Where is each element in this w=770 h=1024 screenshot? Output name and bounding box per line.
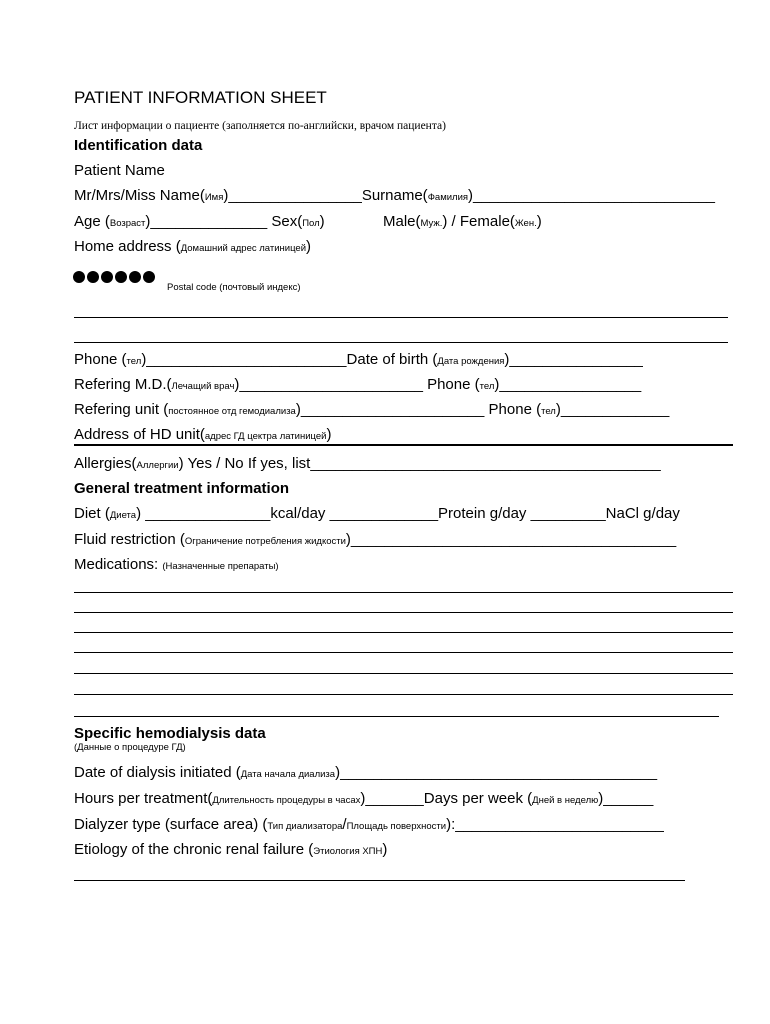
md-phone-field[interactable]: )_________________ — [494, 376, 642, 393]
referring-unit-label: Refering unit ( — [74, 401, 169, 418]
medications-line-7[interactable] — [74, 716, 719, 717]
medications-line-4[interactable] — [74, 652, 733, 653]
age-label: Age ( — [74, 213, 110, 230]
treatment-heading: General treatment information — [74, 480, 290, 497]
medications-label: Medications: — [74, 556, 163, 573]
page-subtitle: Лист информации о пациенте (заполняется по-английски, врачом пациента) — [74, 120, 446, 132]
referring-md-ru-label: Лечащий врач — [171, 381, 235, 392]
home-address-label: Home address ( — [74, 238, 181, 255]
age-sex-line — [74, 213, 325, 233]
postal-dot-icon — [129, 271, 141, 283]
hd-unit-close: ) — [326, 426, 332, 443]
allergies-line — [74, 455, 661, 475]
md-phone-ru-label: тел — [479, 381, 495, 392]
dob-ru-label: Дата рождения — [437, 356, 505, 367]
dialyzer-ru-label: Тип диализатора — [267, 821, 343, 832]
male-option[interactable]: Male( — [383, 213, 421, 230]
dialyzer-field[interactable]: ):_________________________ — [446, 816, 664, 833]
hd-unit-label: Address of HD unit( — [74, 426, 205, 443]
dialysis-date-ru-label: Дата начала диализа — [240, 769, 336, 780]
etiology-ru-label: Этиология ХПН — [313, 846, 383, 857]
medications-line-2[interactable] — [74, 612, 733, 613]
dob-field[interactable]: )________________ — [504, 351, 643, 368]
referring-md-line — [74, 376, 641, 396]
fluid-ru-label: Ограничение потребления жидкости — [184, 536, 346, 547]
identification-heading: Identification data — [74, 137, 203, 154]
diet-ru-label: Диета — [109, 510, 137, 521]
unit-phone-ru-label: тел — [541, 406, 556, 417]
referring-unit-ru-label: постоянное отд гемодиализа — [168, 406, 296, 417]
dialysis-date-line — [74, 764, 657, 784]
sex-label-close: ) — [319, 213, 325, 230]
diet-label: Diet ( — [74, 505, 110, 522]
days-ru-label: Дней в неделю — [532, 795, 599, 806]
hd-unit-address-line[interactable] — [74, 444, 733, 446]
allergies-ru-label: Аллергии — [136, 460, 179, 471]
name-label: Mr/Mrs/Miss Name( — [74, 187, 205, 204]
unit-phone-field[interactable]: )_____________ — [555, 401, 670, 418]
page-title: PATIENT INFORMATION SHEET — [74, 88, 327, 107]
postal-dot-icon — [73, 271, 85, 283]
age-field[interactable]: )______________ Sex( — [145, 213, 303, 230]
home-address-close: ) — [306, 238, 312, 255]
dialyzer-line — [74, 816, 664, 836]
postal-dot-icon — [87, 271, 99, 283]
address-line-1[interactable] — [74, 317, 728, 318]
hours-field[interactable]: )_______Days per week ( — [360, 790, 533, 807]
etiology-close: ) — [382, 841, 388, 858]
dialyzer-separator: / — [342, 816, 347, 833]
medications-ru-label: (Назначенные препараты) — [162, 561, 279, 572]
female-option[interactable]: ) / Female( — [442, 213, 515, 230]
diet-field[interactable]: ) _______________kcal/day _____________Protein g/day _________NaCl g/day — [136, 505, 680, 522]
referring-unit-line — [74, 401, 669, 421]
postal-dot-icon — [143, 271, 155, 283]
phone-dob-field[interactable]: )________________________Date of birth ( — [141, 351, 438, 368]
medications-line-3[interactable] — [74, 632, 733, 633]
referring-md-label: Refering M.D.( — [74, 376, 172, 393]
fluid-line — [74, 531, 676, 551]
days-field[interactable]: )______ — [598, 790, 654, 807]
hours-ru-label: Длительность процедуры в часах — [212, 795, 361, 806]
sex-ru-label: Пол — [302, 218, 320, 229]
postal-code-boxes[interactable] — [73, 271, 157, 283]
hours-label: Hours per treatment( — [74, 790, 213, 807]
etiology-label: Etiology of the chronic renal failure ( — [74, 841, 314, 858]
postal-code-label: Postal code (почтовый индекс) — [167, 282, 301, 293]
dialysis-date-field[interactable]: )______________________________________ — [335, 764, 658, 781]
phone-dob-line — [74, 351, 643, 371]
fluid-label: Fluid restriction ( — [74, 531, 185, 548]
etiology-line — [74, 841, 387, 861]
medications-line — [74, 556, 279, 576]
phone-label: Phone ( — [74, 351, 127, 368]
postal-dot-icon — [101, 271, 113, 283]
surface-area-ru-label: Площадь поверхности — [346, 821, 447, 832]
surname-ru-label: Фамилия — [427, 192, 469, 203]
hd-unit-ru-label: адрес ГД цектра латиницей — [204, 431, 327, 442]
male-female-line — [383, 213, 542, 233]
medications-line-6[interactable] — [74, 694, 733, 695]
dialyzer-label: Dialyzer type (surface area) ( — [74, 816, 268, 833]
fluid-field[interactable]: )_______________________________________ — [345, 531, 677, 548]
allergies-field[interactable]: ) Yes / No If yes, list__________________________________________ — [178, 455, 661, 472]
hours-days-line — [74, 790, 653, 810]
diet-line — [74, 505, 680, 525]
address-line-2[interactable] — [74, 342, 728, 343]
referring-md-field[interactable]: )______________________ Phone ( — [234, 376, 480, 393]
female-ru-label: Жен. — [514, 218, 537, 229]
name-surname-line — [74, 187, 715, 207]
hemodialysis-heading-ru: (Данные о процедуре ГД) — [74, 742, 186, 753]
hd-unit-line — [74, 426, 331, 446]
surname-field[interactable]: )_____________________________ — [468, 187, 715, 204]
name-ru-label: Имя — [204, 192, 224, 203]
home-address-ru-label: Домашний адрес латиницей — [180, 243, 307, 254]
medications-line-5[interactable] — [74, 673, 733, 674]
male-ru-label: Муж. — [420, 218, 443, 229]
referring-unit-field[interactable]: )______________________ Phone ( — [295, 401, 542, 418]
name-field[interactable]: )________________Surname( — [223, 187, 428, 204]
allergies-label: Allergies( — [74, 455, 137, 472]
dialysis-date-label: Date of dialysis initiated ( — [74, 764, 241, 781]
home-address-line — [74, 238, 311, 258]
hemodialysis-heading: Specific hemodialysis data — [74, 725, 266, 742]
phone-ru-label: тел — [126, 356, 142, 367]
postal-dot-icon — [115, 271, 127, 283]
etiology-answer-line[interactable] — [74, 880, 685, 881]
patient-name-label: Patient Name — [74, 162, 165, 179]
medications-line-1[interactable] — [74, 592, 733, 593]
age-ru-label: Возраст — [109, 218, 146, 229]
female-label-close: ) — [536, 213, 542, 230]
